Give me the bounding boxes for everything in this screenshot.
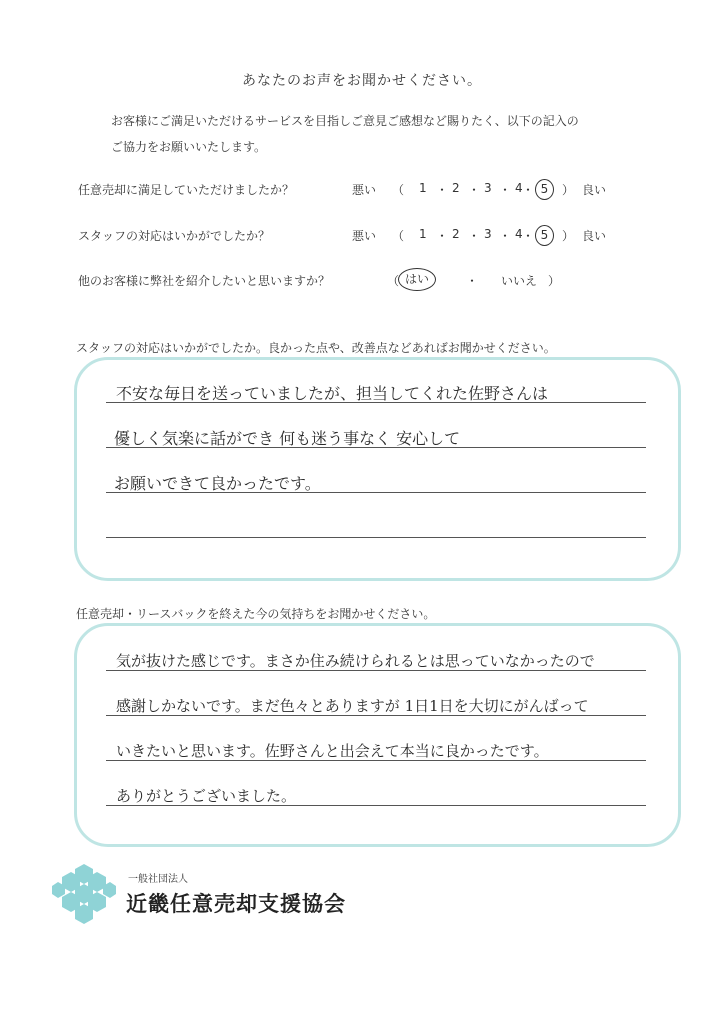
question-2-score-3[interactable]: 3 (484, 227, 492, 241)
question-1-close-paren: ） (562, 183, 575, 197)
referral-label: 他のお客様に弊社を紹介したいと思いますか？ (78, 274, 331, 288)
question-2-score-5-selected[interactable]: 5 (535, 225, 554, 246)
intro-line-1: お客様にご満足いただけるサービスを目指しご意見ご感想など賜りたく、以下の記入の (111, 114, 579, 128)
question-1-high-label: 良い (582, 183, 607, 197)
referral-yes-selected[interactable]: はい (398, 268, 436, 291)
logo-organization-name: 近畿任意売却支援協会 (126, 892, 346, 916)
section-2-answer-line-4: ありがとうございました。 (116, 787, 297, 805)
question-2-close-paren: ） (562, 229, 575, 243)
referral-no[interactable]: いいえ (501, 274, 538, 288)
question-1-score-5-selected[interactable]: 5 (535, 179, 554, 200)
logo-organization-type: 一般社団法人 (128, 874, 188, 885)
section-1-ruled-line (106, 537, 646, 538)
section-2-question: 任意売却・リースバックを終えた今の気持ちをお聞かせください。 (76, 607, 436, 621)
question-2-high-label: 良い (582, 229, 607, 243)
question-1-dot: ・ (522, 183, 535, 197)
question-1-dot: ・ (436, 183, 449, 197)
question-1-dot: ・ (499, 183, 512, 197)
section-1-answer-line-2: 優しく気楽に話ができ 何も迷う事なく 安心して (114, 429, 461, 448)
hexagon-logo-icon (52, 862, 116, 926)
question-2-dot: ・ (522, 229, 535, 243)
question-1-score-4[interactable]: 4 (515, 181, 523, 195)
question-1-label: 任意売却に満足していただけましたか？ (78, 183, 295, 197)
question-2-low-label: 悪い (352, 229, 377, 243)
section-2-ruled-line (106, 715, 646, 716)
section-1-answer-line-1: 不安な毎日を送っていましたが、担当してくれた佐野さんは (116, 384, 549, 403)
question-1-dot: ・ (468, 183, 481, 197)
question-2-score-4[interactable]: 4 (515, 227, 523, 241)
section-2-ruled-line (106, 670, 646, 671)
intro-line-2: ご協力をお願いいたします。 (111, 140, 267, 154)
section-1-ruled-line (106, 402, 646, 403)
referral-close-paren: ） (548, 274, 561, 288)
section-1-ruled-line (106, 492, 646, 493)
referral-open-paren: （ (387, 274, 400, 288)
question-2-dot: ・ (436, 229, 449, 243)
page-title: あなたのお声をお聞かせください。 (242, 73, 482, 89)
section-1-answer-line-3: お願いできて良かったです。 (114, 474, 321, 493)
referral-separator: ・ (466, 274, 479, 288)
question-2-score-2[interactable]: 2 (452, 227, 460, 241)
question-2-open-paren: （ (392, 229, 405, 243)
section-2-answer-line-1: 気が抜けた感じです。まさか住み続けられるとは思っていなかったので (116, 652, 595, 670)
question-2-label: スタッフの対応はいかがでしたか？ (78, 229, 271, 243)
question-1-score-3[interactable]: 3 (484, 181, 492, 195)
question-2-dot: ・ (468, 229, 481, 243)
question-1-score-1[interactable]: 1 (419, 181, 427, 195)
section-2-answer-line-2: 感謝しかないです。まだ色々とありますが 1日1日を大切にがんばって (116, 697, 589, 715)
question-1-low-label: 悪い (352, 183, 377, 197)
question-2-dot: ・ (499, 229, 512, 243)
section-2-ruled-line (106, 760, 646, 761)
section-1-ruled-line (106, 447, 646, 448)
question-1-open-paren: （ (392, 183, 405, 197)
question-2-score-1[interactable]: 1 (419, 227, 427, 241)
section-2-ruled-line (106, 805, 646, 806)
section-1-question: スタッフの対応はいかがでしたか。良かった点や、改善点などあればお聞かせください。 (76, 341, 556, 355)
question-1-score-2[interactable]: 2 (452, 181, 460, 195)
section-2-answer-line-3: いきたいと思います。佐野さんと出会えて本当に良かったです。 (116, 742, 549, 760)
